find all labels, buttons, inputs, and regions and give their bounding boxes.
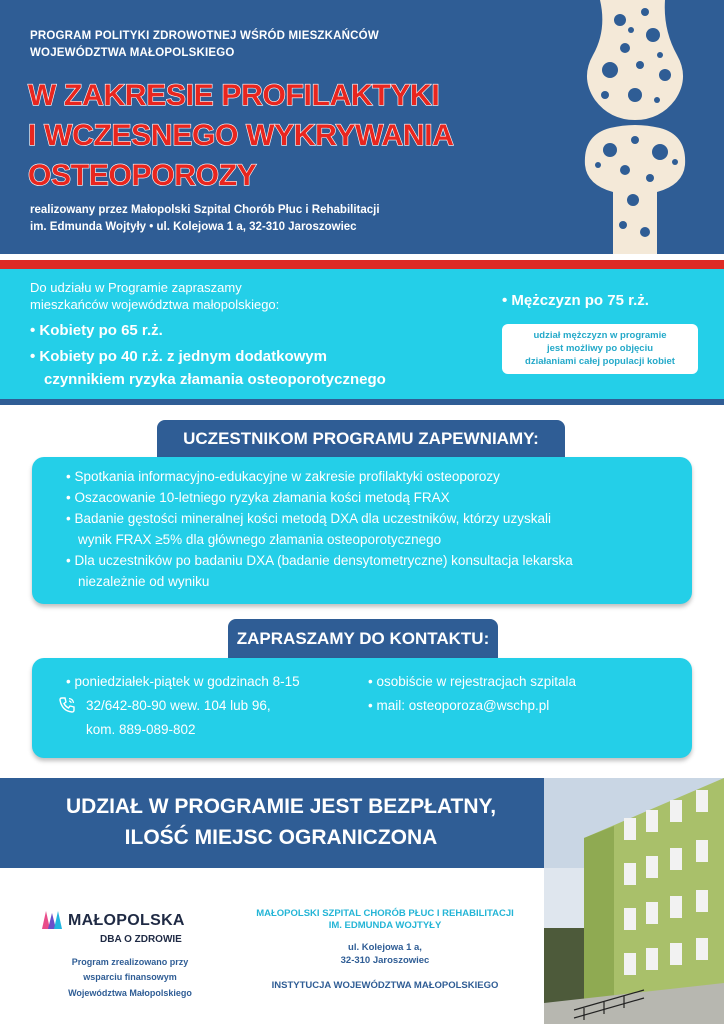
eligibility-intro-2: mieszkańców województwa małopolskiego: — [30, 297, 280, 312]
men-note-line-3: działaniami całej populacji kobiet — [525, 356, 675, 367]
contact-phone-2[interactable]: kom. 889-089-802 — [86, 722, 196, 737]
funding-line-3: Województwa Małopolskiego — [68, 988, 192, 998]
title-line-1: W ZAKRESIE PROFILAKTYKI — [28, 79, 440, 112]
title-line-2: I WCZESNEGO WYKRYWANIA — [28, 119, 454, 152]
contact-hours: • poniedziałek-piątek w godzinach 8-15 — [66, 674, 300, 689]
hospital-address-1: ul. Kolejowa 1 a, — [348, 942, 422, 953]
bone-illustration-icon — [565, 0, 705, 254]
funding-line-1: Program zrealizowano przy — [71, 957, 189, 967]
contact-box — [32, 658, 692, 758]
realized-by-line-1: realizowany przez Małopolski Szpital Chorób Płuc i Rehabilitacji — [30, 204, 380, 216]
contact-heading: ZAPRASZAMY DO KONTAKTU: — [228, 619, 498, 659]
free-line-2: ILOŚĆ MIEJSC OGRANICZONA — [124, 826, 438, 849]
men-note-line-2: jest możliwy po objęciu — [546, 343, 654, 354]
free-line-1: UDZIAŁ W PROGRAMIE JEST BEZPŁATNY, — [65, 795, 497, 818]
benefit-item-3: • Badanie gęstości mineralnej kości metodą DXA dla uczestników, którzy uzyskali — [66, 511, 551, 526]
benefit-item-2: • Oszacowanie 10-letniego ryzyka złamania kości metodą FRAX — [66, 490, 450, 505]
contact-mail[interactable]: • mail: osteoporoza@wschp.pl — [368, 698, 550, 713]
contact-in-person: • osobiście w rejestracjach szpitala — [368, 674, 577, 689]
phone-icon — [58, 696, 76, 714]
program-line-1: PROGRAM POLITYKI ZDROWOTNEJ WŚRÓD MIESZKAŃCÓW — [30, 30, 379, 42]
program-line-2: WOJEWÓDZTWA MAŁOPOLSKIEGO — [30, 47, 235, 59]
realized-by-line-2: im. Edmunda Wojtyły • ul. Kolejowa 1 a, 32-310 Jaroszowiec — [30, 221, 357, 233]
eligibility-women-40-cont: czynnikiem ryzyka złamania osteoporotycznego — [44, 371, 386, 388]
divider-red — [0, 260, 724, 269]
logo-subtitle: DBA O ZDROWIE — [100, 934, 182, 945]
benefits-heading: UCZESTNIKOM PROGRAMU ZAPEWNIAMY: — [157, 420, 565, 458]
contact-phone-1[interactable]: 32/642-80-90 wew. 104 lub 96, — [86, 698, 271, 713]
benefit-item-1: • Spotkania informacyjno-edukacyjne w zakresie profilaktyki osteoporozy — [66, 469, 500, 484]
hospital-institution: INSTYTUCJA WOJEWÓDZTWA MAŁOPOLSKIEGO — [271, 980, 499, 991]
men-note-box — [502, 324, 698, 374]
benefit-item-4: • Dla uczestników po badaniu DXA (badanie densytometryczne) konsultacja lekarska — [66, 553, 573, 568]
title-line-3: OSTEOPOROZY — [28, 159, 257, 192]
benefit-item-4-cont: niezależnie od wyniku — [78, 574, 210, 589]
hospital-name-2: IM. EDMUNDA WOJTYŁY — [328, 920, 442, 931]
free-participation-banner — [0, 778, 562, 868]
eligibility-section — [0, 269, 724, 399]
header-banner — [0, 0, 724, 254]
benefit-item-3-cont: wynik FRAX ≥5% dla głównego złamania osteoporotycznego — [78, 532, 442, 547]
eligibility-men-75: • Mężczyzn po 75 r.ż. — [502, 292, 649, 309]
divider-blue — [0, 399, 724, 405]
benefits-box — [32, 457, 692, 604]
men-note-line-1: udział mężczyzn w programie — [533, 330, 667, 341]
hospital-name-1: MAŁOPOLSKI SZPITAL CHORÓB PŁUC I REHABILITACJI — [256, 908, 514, 919]
hospital-address-2: 32-310 Jaroszowiec — [340, 955, 430, 966]
logo-name: MAŁOPOLSKA — [68, 912, 185, 929]
hospital-building-image — [544, 778, 724, 1024]
eligibility-women-65: • Kobiety po 65 r.ż. — [30, 322, 163, 339]
funding-line-2: wsparciu finansowym — [83, 972, 177, 982]
eligibility-women-40: • Kobiety po 40 r.ż. z jednym dodatkowym — [30, 348, 327, 365]
malopolska-logo-icon — [40, 909, 64, 931]
eligibility-intro-1: Do udziału w Programie zapraszamy — [30, 280, 242, 295]
